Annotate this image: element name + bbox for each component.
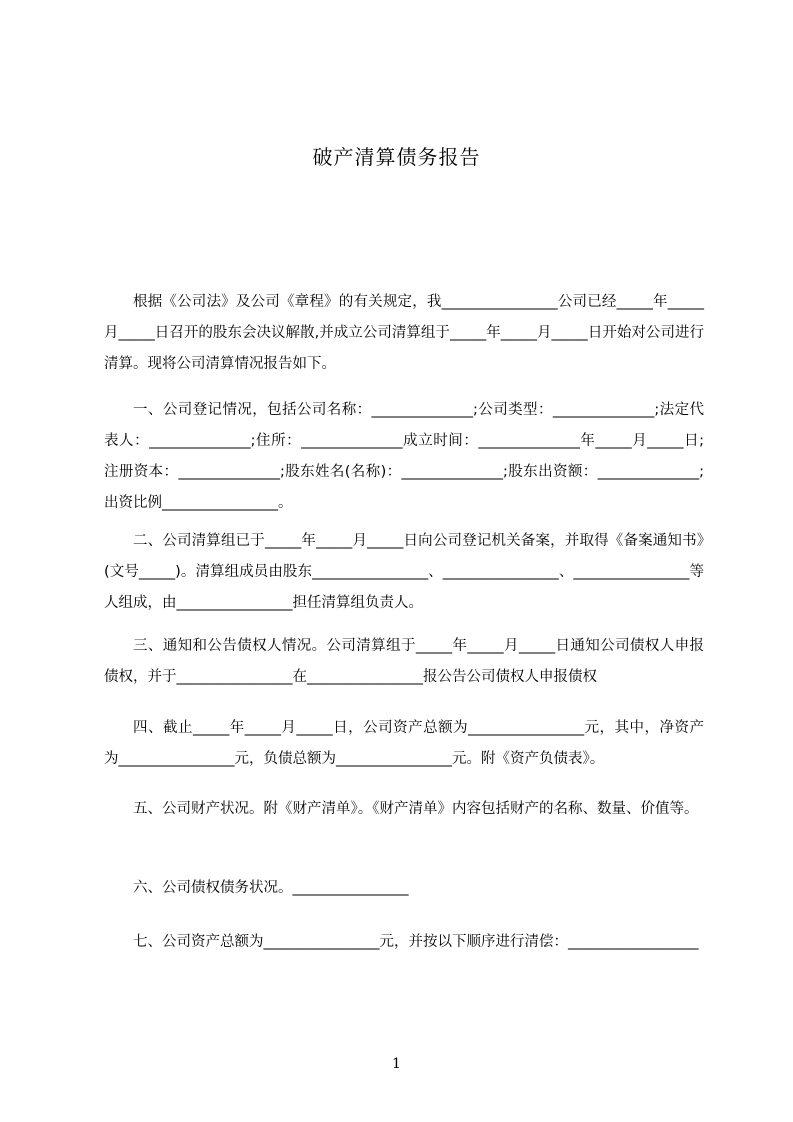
paragraph-assets-total: 四、截止_____年_____月_____日，公司资产总额为________________元，其中，净资产为________________元，负债总额为________________元。附《资产负债表》。 — [104, 720, 704, 767]
paragraph-liquidation-group: 二、公司清算组已于_____年_____月_____日向公司登记机关备案，并取得《备案通知书》(文号_____)。清算组成员由股东________________、________________、________________等人组成，由________________担任清算组负责人。 — [104, 533, 704, 611]
document-title: 破产清算债务报告 — [312, 145, 481, 169]
page-number: 1 — [392, 1056, 401, 1072]
paragraph-company-registration: 一、公司登记情况，包括公司名称：______________;公司类型：______________;法定代表人：______________;住所：______________成立时间：______________年_____月_____日;注册资本：______________;股东姓名(名称)：______________;股东出资额：______________;出资比例________________。 — [104, 402, 704, 511]
paragraph-property-status: 五、公司财产状况。附《财产清单》。《财产清单》内容包括财产的名称、数量、价值等。 — [133, 801, 699, 817]
paragraph-intro: 根据《公司法》及公司《章程》的有关规定，我________________公司已经_____年_____月_____日召开的股东会决议解散,并成立公司清算组于_____年_____月_____日开始对公司进行清算。现将公司清算情况报告如下。 — [104, 294, 704, 372]
paragraph-creditor-notice: 三、通知和公告债权人情况。公司清算组于_____年_____月_____日通知公司债权人申报债权，并于________________在________________报公告公司债权人申报债权 — [104, 638, 704, 685]
paragraph-debt-status: 六、公司债权债务状况。________________ — [133, 880, 409, 896]
paragraph-repayment-order: 七、公司资产总额为________________元，并按以下顺序进行清偿：__________________ — [133, 934, 699, 950]
